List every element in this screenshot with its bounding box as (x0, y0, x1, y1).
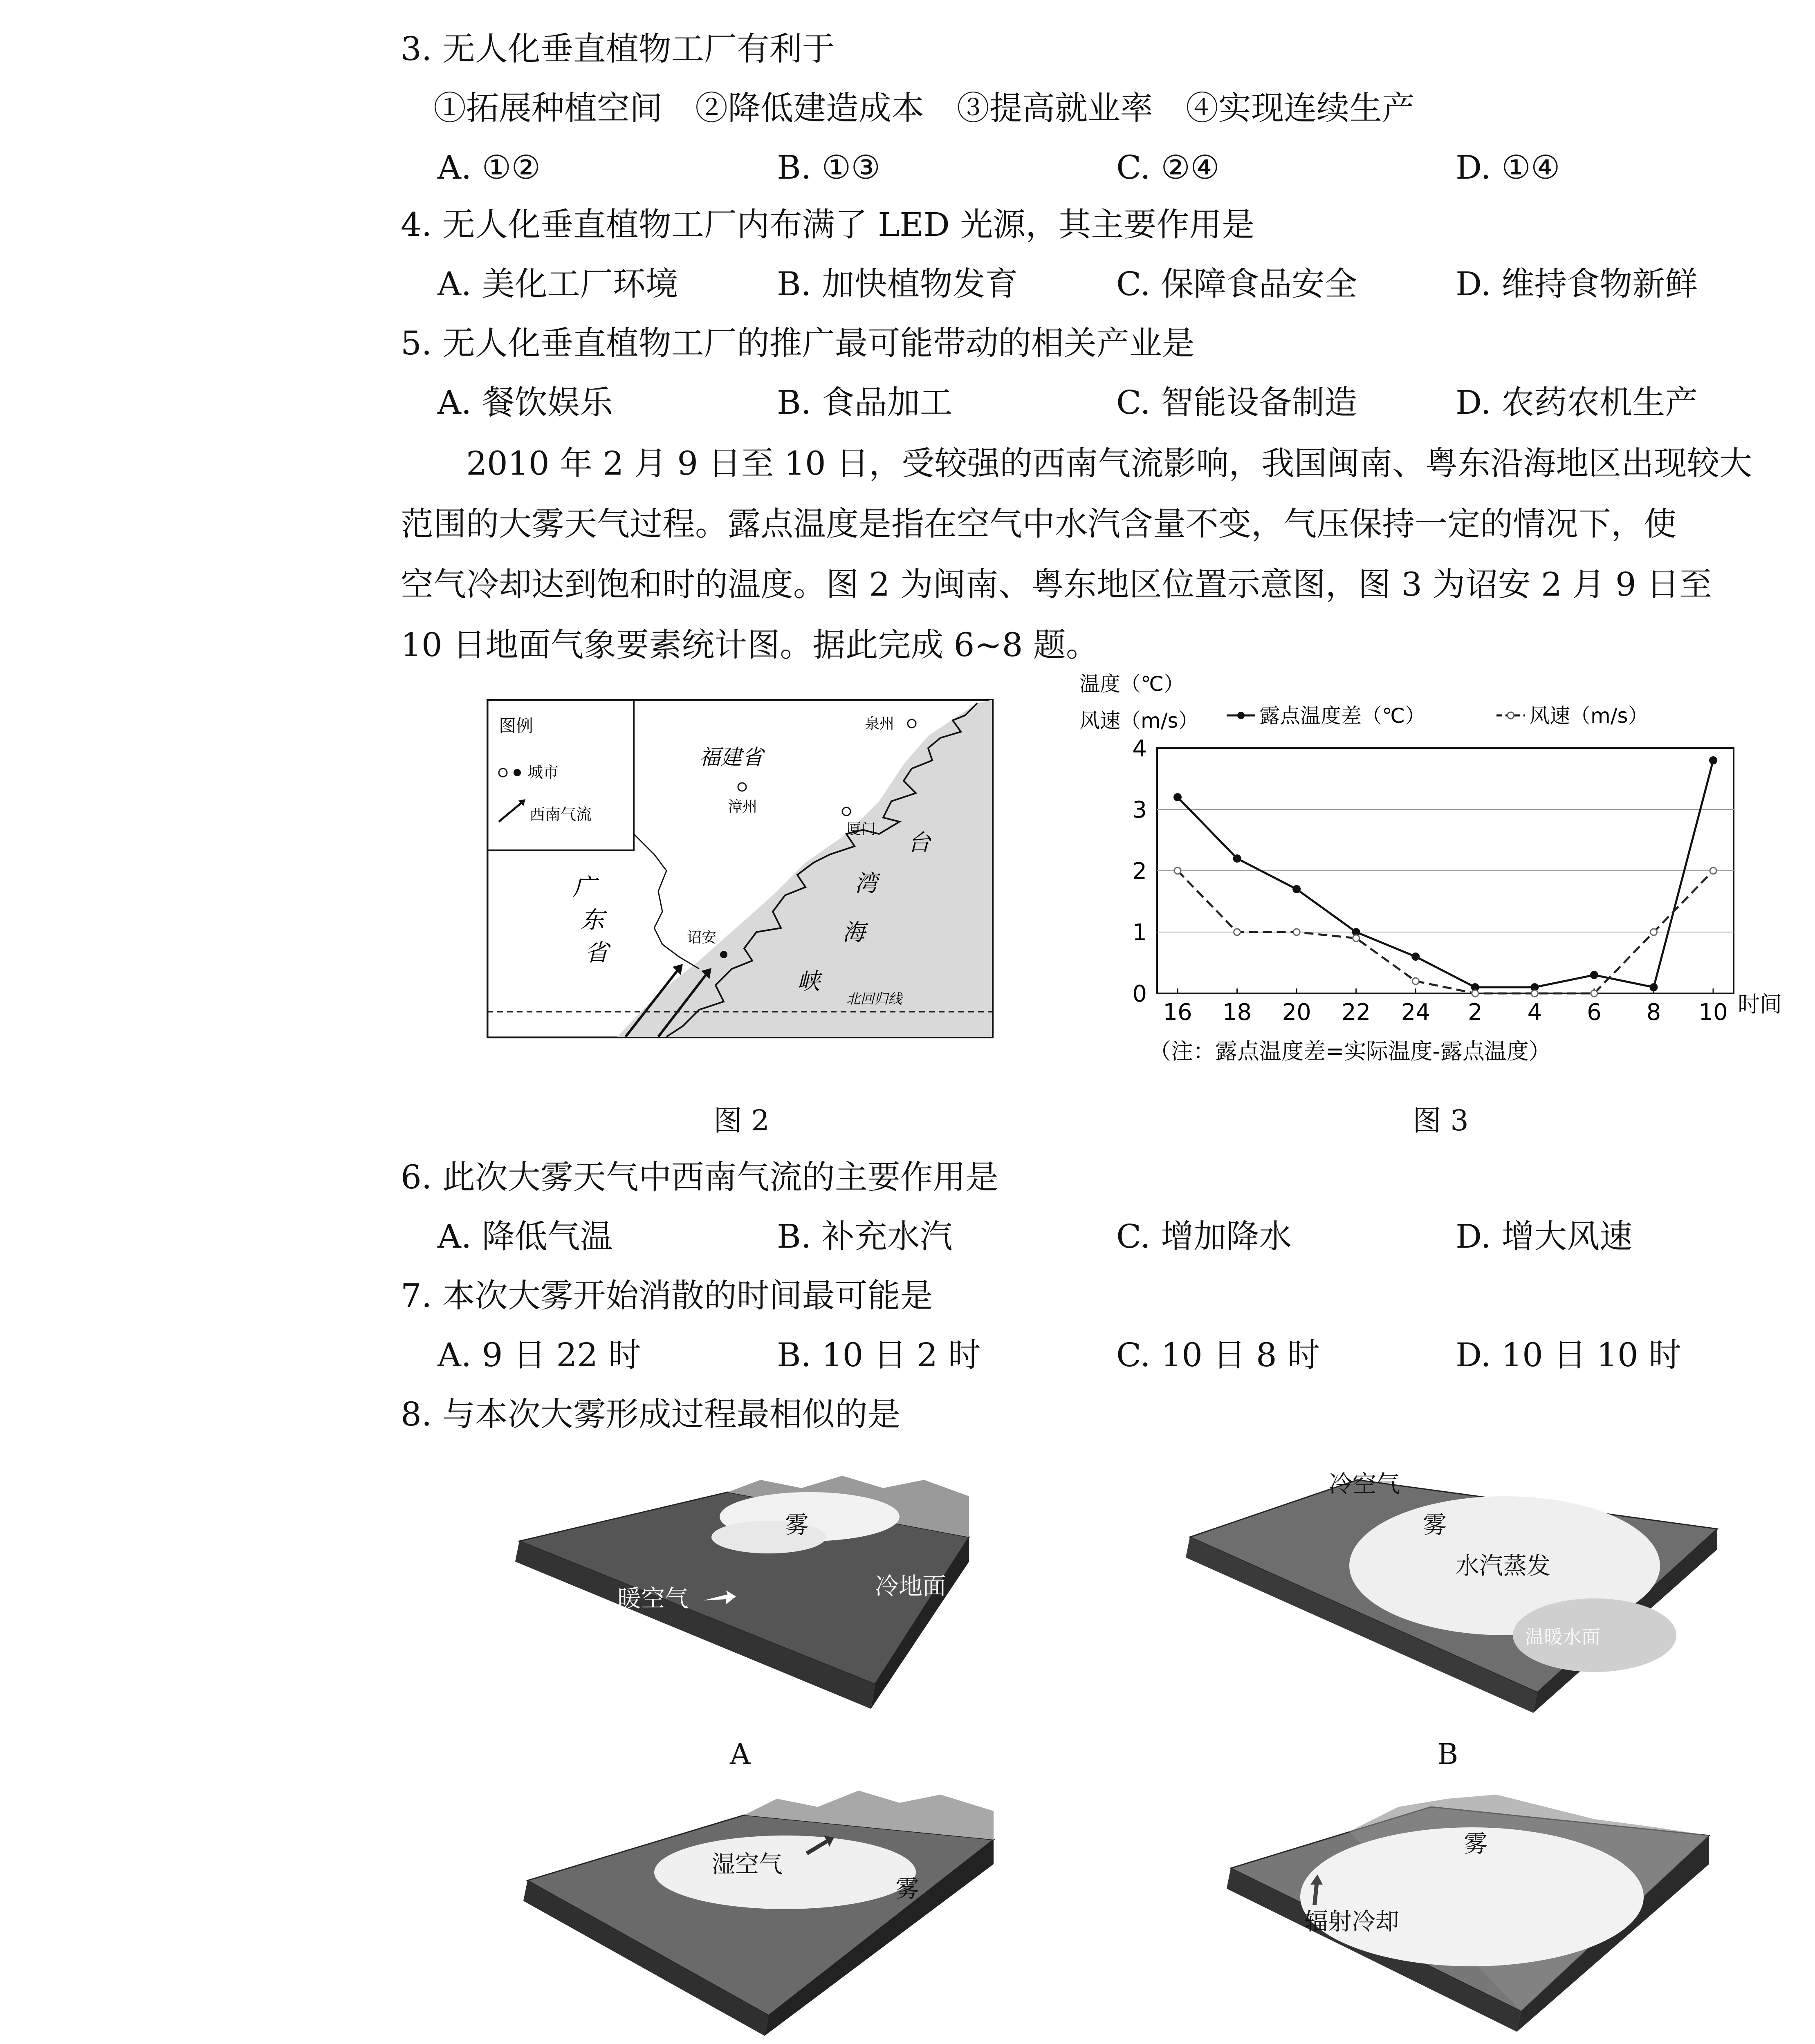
legend-city: 城市 (527, 763, 559, 781)
panel-c-illustration (523, 1786, 1006, 2036)
q7-option-b[interactable]: B. 10 日 2 时 (777, 1336, 981, 1374)
panel-a-cold-water-label: 冷水 (667, 1668, 717, 1713)
panel-c-fog-cloud (654, 1836, 916, 1909)
wind-speed-point (1591, 990, 1597, 997)
strait-label-2: 湾 (855, 870, 877, 897)
city-open-icon (499, 769, 507, 777)
legend-flow: 西南气流 (529, 805, 592, 823)
location-map (487, 699, 994, 1038)
legend-dashed-marker-icon (1508, 712, 1514, 719)
q6-option-b[interactable]: B. 补充水汽 (777, 1217, 953, 1255)
q5-option-b[interactable]: B. 食品加工 (777, 383, 953, 421)
chart-y-tick-label: 2 (1132, 858, 1147, 885)
panel-c-humid-air-label: 湿空气 (711, 1850, 783, 1878)
q3-option-d[interactable]: D. ①④ (1456, 148, 1560, 186)
dewpoint-diff-point (1649, 983, 1658, 991)
panel-b-warm-water-label: 温暖水面 (1525, 1626, 1600, 1648)
q6-option-c[interactable]: C. 增加降水 (1116, 1217, 1292, 1255)
chart-y-tick-label: 1 (1132, 919, 1147, 946)
q3-items: ①拓展种植空间 ②降低建造成本 ③提高就业率 ④实现连续生产 (433, 89, 1415, 127)
panel-b-evaporation-label: 水汽蒸发 (1456, 1552, 1551, 1580)
chart-x-tick-label: 20 (1282, 999, 1311, 1026)
dewpoint-diff-point (1709, 756, 1717, 764)
q7-option-c[interactable]: C. 10 日 8 时 (1116, 1336, 1320, 1374)
legend-title: 图例 (499, 716, 534, 736)
panel-b-illustration (1186, 1464, 1725, 1717)
q5-option-d[interactable]: D. 农药农机生产 (1456, 383, 1698, 421)
chart-x-tick-label: 18 (1222, 999, 1252, 1026)
chart-x-tick-label: 2 (1467, 999, 1483, 1026)
chart-legend (1227, 704, 1649, 728)
legend-series-2: 风速（m/s） (1529, 704, 1649, 728)
zhangzhou-label: 漳州 (728, 798, 758, 815)
chart-ylabel-line2: 风速（m/s） (1079, 709, 1199, 733)
wind-speed-point (1472, 990, 1478, 997)
wind-speed-point (1650, 929, 1657, 935)
guangdong-label-3: 省 (585, 939, 609, 966)
q4-stem: 4. 无人化垂直植物工厂内布满了 LED 光源，其主要作用是 (401, 206, 1255, 244)
chart-x-tick-label: 24 (1401, 999, 1430, 1026)
figure-3-caption: 图 3 (1413, 1104, 1469, 1137)
weather-chart (1071, 666, 1807, 1083)
q7-stem: 7. 本次大雾开始消散的时间最可能是 (401, 1277, 933, 1315)
q4-option-b[interactable]: B. 加快植物发育 (777, 265, 1018, 303)
chart-x-tick-label: 16 (1163, 999, 1192, 1026)
quanzhou-label: 泉州 (865, 715, 895, 732)
dewpoint-diff-point (1233, 854, 1241, 863)
q3-stem: 3. 无人化垂直植物工厂有利于 (401, 30, 835, 68)
q7-option-a[interactable]: A. 9 日 22 时 (437, 1336, 641, 1374)
q5-stem: 5. 无人化垂直植物工厂的推广最可能带动的相关产业是 (401, 324, 1195, 362)
chart-x-tick-label: 4 (1527, 999, 1542, 1026)
chart-x-tick-label: 8 (1646, 999, 1661, 1026)
dewpoint-diff-point (1173, 793, 1182, 801)
passage-line-3: 空气冷却达到饱和时的温度。图 2 为闽南、粤东地区位置示意图，图 3 为诏安 2 月 9 日至 (401, 565, 1712, 603)
wind-speed-point (1710, 867, 1716, 874)
panel-a-cold-ground-label: 冷地面 (875, 1572, 947, 1600)
panel-a-warm-air-label: 暖空气 (617, 1585, 689, 1612)
wind-speed-point (1531, 990, 1538, 997)
strait-label-1: 台 (908, 829, 931, 856)
wind-speed-point (1412, 978, 1419, 984)
q6-option-d[interactable]: D. 增大风速 (1456, 1217, 1633, 1255)
q5-option-c[interactable]: C. 智能设备制造 (1116, 383, 1357, 421)
q7-option-d[interactable]: D. 10 日 10 时 (1456, 1336, 1682, 1374)
legend-series-1: 露点温度差（℃） (1259, 704, 1426, 728)
xiamen-label: 厦门 (846, 821, 876, 838)
xiamen-dot (842, 807, 850, 816)
tropic-label: 北回归线 (846, 991, 902, 1007)
wind-speed-point (1353, 935, 1360, 941)
wind-speed-point (1174, 867, 1181, 874)
dewpoint-diff-point (1590, 971, 1598, 979)
panel-a-caption: A (730, 1737, 751, 1771)
panel-b-cold-air-label: 冷空气 (1329, 1470, 1400, 1498)
panel-b-caption: B (1437, 1737, 1458, 1771)
passage-line-2: 范围的大雾天气过程。露点温度是指在空气中水汽含量不变，气压保持一定的情况下，使 (401, 505, 1676, 543)
dewpoint-diff-point (1411, 953, 1420, 961)
panel-d-radiative-cooling-label: 辐射冷却 (1304, 1907, 1400, 1935)
q5-option-a[interactable]: A. 餐饮娱乐 (437, 383, 613, 421)
chart-ylabel-line1: 温度（℃） (1079, 672, 1185, 696)
q6-option-a[interactable]: A. 降低气温 (437, 1217, 613, 1255)
chart-x-tick-label: 10 (1698, 999, 1728, 1026)
q4-option-d[interactable]: D. 维持食物新鲜 (1456, 265, 1698, 303)
panel-a-illustration (515, 1472, 973, 1721)
zhaoan-label: 诏安 (687, 929, 717, 946)
passage-line-4: 10 日地面气象要素统计图。据此完成 6~8 题。 (401, 626, 1099, 664)
strait-label-4: 峡 (797, 968, 820, 995)
chart-xlabel: 时间 (1738, 991, 1782, 1017)
q4-option-a[interactable]: A. 美化工厂环境 (437, 265, 678, 303)
q3-option-b[interactable]: B. ①③ (777, 148, 881, 186)
q3-option-a[interactable]: A. ①② (437, 148, 541, 186)
legend-solid-marker-icon (1237, 712, 1245, 719)
panel-c-fog-label: 雾 (895, 1875, 920, 1903)
panel-d-illustration (1227, 1782, 1717, 2036)
quanzhou-dot (908, 719, 916, 728)
chart-y-tick-label: 0 (1132, 981, 1147, 1007)
chart-x-tick-label: 22 (1342, 999, 1371, 1026)
q8-stem: 8. 与本次大雾形成过程最相似的是 (401, 1395, 900, 1433)
dewpoint-diff-line (1178, 760, 1713, 987)
panel-d-fog-label: 雾 (1464, 1830, 1488, 1858)
fujian-label: 福建省 (699, 745, 763, 770)
panel-b-fog-label: 雾 (1423, 1511, 1447, 1539)
wind-speed-point (1293, 929, 1300, 935)
guangdong-label-1: 广 (572, 873, 597, 901)
chart-x-tick-label: 6 (1587, 999, 1602, 1026)
guangdong-label-2: 东 (581, 906, 605, 934)
q4-option-c[interactable]: C. 保障食品安全 (1116, 265, 1357, 303)
city-filled-icon (514, 769, 521, 776)
figure-2-caption: 图 2 (713, 1104, 770, 1137)
chart-note: （注：露点温度差=实际温度-露点温度） (1149, 1038, 1551, 1064)
q6-stem: 6. 此次大雾天气中西南气流的主要作用是 (401, 1158, 998, 1196)
dewpoint-diff-point (1292, 885, 1301, 893)
chart-y-tick-label: 3 (1132, 797, 1147, 823)
wind-speed-point (1234, 929, 1241, 935)
panel-a-fog-label: 雾 (785, 1511, 809, 1539)
passage-line-1: 2010 年 2 月 9 日至 10 日，受较强的西南气流影响，我国闽南、粤东沿海地区出现较大 (401, 444, 1752, 482)
chart-y-tick-label: 4 (1132, 735, 1147, 762)
strait-label-3: 海 (842, 919, 865, 946)
q3-option-c[interactable]: C. ②④ (1116, 148, 1220, 186)
zhaoan-dot (720, 951, 727, 958)
zhangzhou-dot (738, 783, 746, 791)
